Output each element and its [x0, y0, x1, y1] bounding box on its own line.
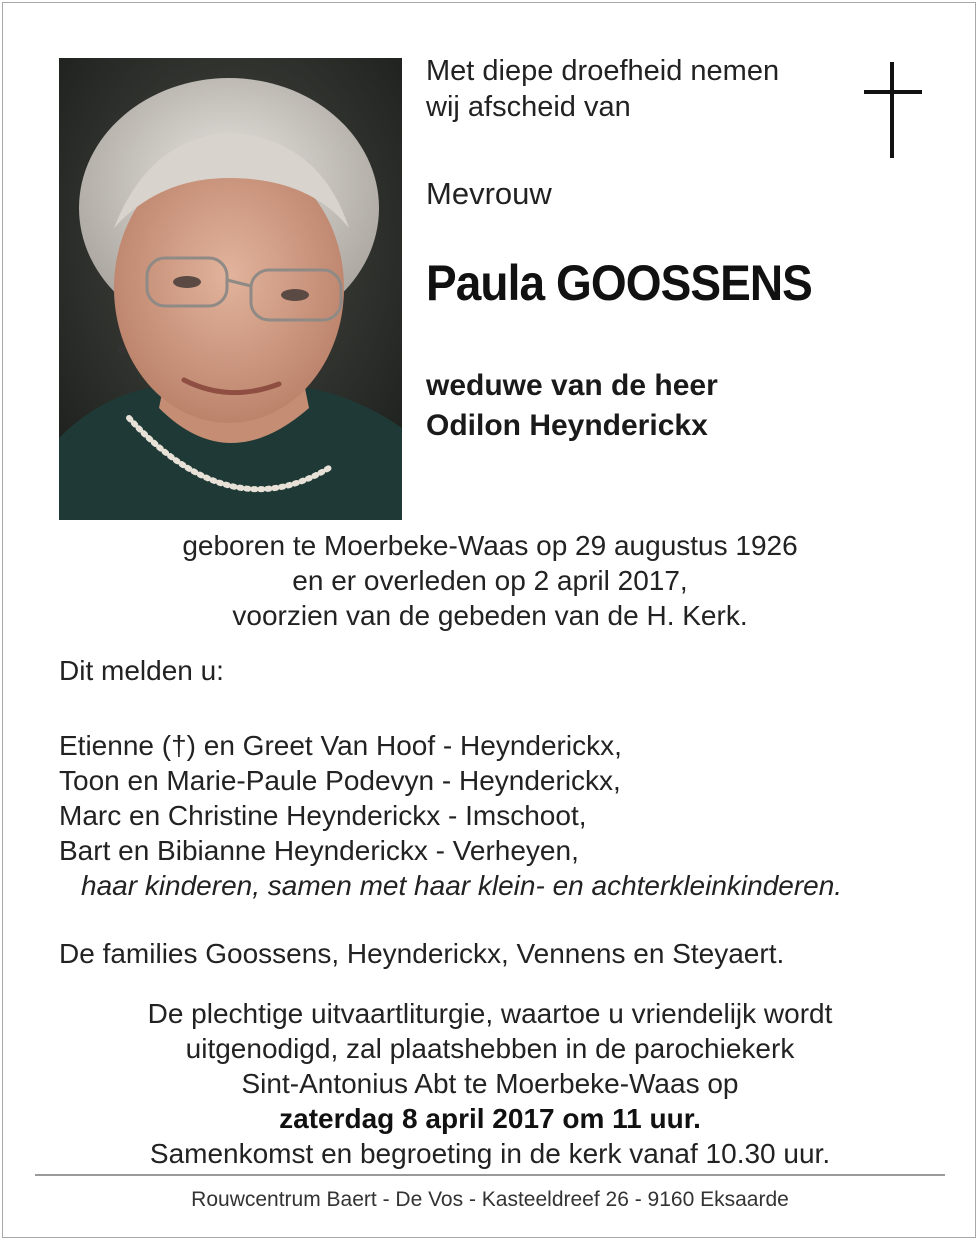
birth-line-1: geboren te Moerbeke-Waas op 29 augustus 1926: [182, 530, 798, 561]
spouse-info: [426, 366, 718, 446]
child-entry: Bart en Bibianne Heynderickx - Verheyen,: [59, 835, 579, 866]
deceased-name: Paula GOOSSENS: [426, 255, 812, 311]
children-list: [59, 728, 842, 903]
intro-line-2: wij afscheid van: [426, 91, 631, 123]
ceremony-line-1: De plechtige uitvaartliturgie, waartoe u vriendelijk wordt: [147, 998, 833, 1029]
ceremony-line-5: Samenkomst en begroeting in de kerk vanaf 10.30 uur.: [149, 1138, 831, 1169]
ceremony-info: [0, 996, 980, 1171]
funeral-home-footer: Rouwcentrum Baert - De Vos - Kasteeldreef 26 - 9160 Eksaarde: [191, 1188, 789, 1211]
families-line: De families Goossens, Heynderickx, Vennens en Steyaert.: [59, 938, 785, 969]
birth-death-info: [0, 528, 980, 633]
footer-divider: [35, 1174, 945, 1176]
child-entry: Toon en Marie-Paule Podevyn - Heynderickx,: [59, 765, 621, 796]
ceremony-date: zaterdag 8 april 2017 om 11 uur.: [279, 1103, 701, 1134]
cross-icon: [864, 62, 922, 158]
birth-line-2: en er overleden op 2 april 2017,: [292, 565, 688, 596]
birth-line-3: voorzien van de gebeden van de H. Kerk.: [232, 600, 748, 631]
spouse-line-1: weduwe van de heer: [426, 369, 718, 402]
child-entry: Marc en Christine Heynderickx - Imschoot,: [59, 800, 587, 831]
spouse-line-2: Odilon Heynderickx: [426, 409, 708, 442]
announce-heading: Dit melden u:: [59, 655, 224, 686]
ceremony-line-2: uitgenodigd, zal plaatshebben in de parochiekerk: [185, 1033, 795, 1064]
child-entry: Etienne (†) en Greet Van Hoof - Heynderickx,: [59, 730, 622, 761]
intro-line-1: Met diepe droefheid nemen: [426, 55, 780, 87]
honorific: Mevrouw: [426, 176, 552, 211]
ceremony-line-3: Sint-Antonius Abt te Moerbeke-Waas op: [241, 1068, 739, 1099]
portrait-photo: [59, 58, 402, 520]
children-summary: haar kinderen, samen met haar klein- en achterkleinkinderen.: [81, 870, 843, 901]
intro-text: [426, 53, 779, 125]
